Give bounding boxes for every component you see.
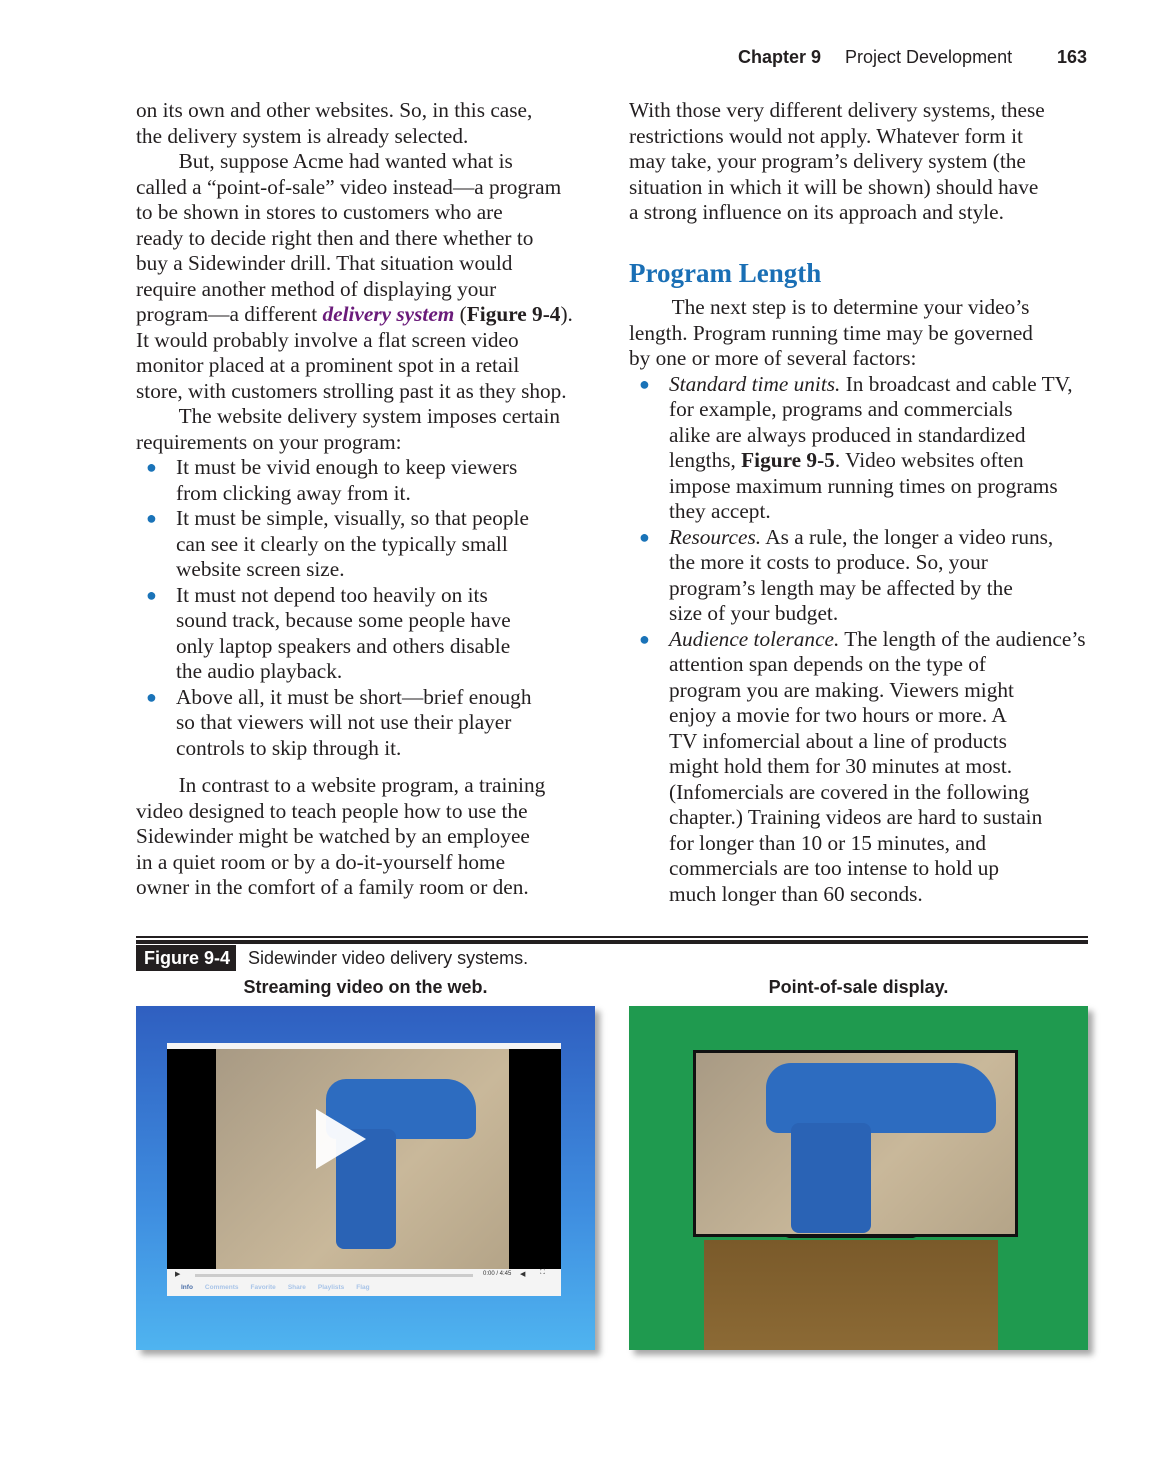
paragraph — [136, 773, 606, 901]
text: monitor placed at a prominent spot in a retail — [136, 353, 520, 377]
text: ). — [560, 302, 573, 326]
drill-photo — [216, 1049, 509, 1269]
text-line — [669, 423, 1099, 449]
player-tab-share[interactable]: Share — [287, 1284, 306, 1291]
text-line — [136, 277, 606, 303]
text-line — [176, 583, 606, 609]
text-line — [669, 754, 1099, 780]
text: (Infomercials are covered in the following — [669, 779, 1030, 804]
text: video designed to teach people how to use the — [136, 798, 528, 823]
paragraph — [629, 98, 1099, 226]
player-tabs — [181, 1284, 370, 1291]
text-line — [669, 780, 1099, 806]
text-line — [669, 601, 1099, 627]
text-line — [136, 875, 606, 901]
bullet-item — [629, 372, 1099, 525]
text-line — [176, 685, 606, 711]
text-line — [136, 328, 606, 354]
text: so that viewers will not use their player — [176, 710, 512, 734]
emphasis: Audience tolerance. — [669, 626, 840, 651]
text: As a rule, the longer a video runs, — [761, 524, 1054, 549]
text-line — [136, 302, 606, 328]
text: . Video websites often — [834, 448, 1024, 472]
text-line — [176, 710, 606, 736]
bullet-item — [136, 583, 606, 685]
text-line — [176, 506, 606, 532]
seek-bar[interactable] — [195, 1274, 473, 1277]
left-image-title: Streaming video on the web. — [243, 977, 488, 997]
text-line — [136, 226, 606, 252]
text: With those very different delivery systems, these — [629, 98, 1045, 122]
text: commercials are too intense to hold up — [669, 856, 1000, 880]
text-line — [669, 372, 1099, 398]
text: the audio playback. — [176, 659, 343, 683]
text: on its own and other websites. So, in this case, — [136, 98, 533, 122]
figure-caption: Sidewinder video delivery systems. — [248, 948, 529, 968]
text-line — [136, 251, 606, 277]
text-line — [136, 430, 606, 456]
text: sound track, because some people have — [176, 608, 511, 632]
emphasis: Resources. — [669, 524, 762, 549]
text-line — [629, 175, 1099, 201]
text-line — [669, 448, 1099, 474]
bullet-icon: ● — [146, 508, 157, 528]
chapter-label: Chapter 9 — [738, 47, 822, 67]
text-line — [136, 175, 606, 201]
right-column — [629, 98, 1099, 226]
text: chapter.) Training videos are hard to sustain — [669, 805, 1043, 829]
paragraph — [629, 295, 1099, 372]
text: It must be simple, visually, so that people — [176, 506, 529, 530]
text: It must not depend too heavily on its — [176, 582, 488, 607]
figure-rule-thick — [136, 940, 1088, 944]
text: they accept. — [669, 499, 771, 523]
bullet-icon: ● — [146, 457, 157, 477]
text-line — [629, 149, 1099, 175]
text: can see it clearly on the typically small — [176, 531, 508, 556]
text-line — [176, 532, 606, 558]
display-stand-box — [704, 1240, 998, 1350]
volume-icon[interactable]: ◀ — [520, 1271, 526, 1278]
text: size of your budget. — [669, 601, 839, 625]
text: TV infomercial about a line of products — [669, 728, 1007, 753]
text-line — [669, 474, 1099, 500]
bullet-icon: ● — [639, 526, 650, 547]
text: by one or more of several factors: — [629, 346, 917, 370]
emphasis: Standard time units. — [669, 371, 841, 396]
player-controls — [167, 1269, 561, 1282]
bullet-item — [136, 455, 606, 506]
text: situation in which it will be shown) should have — [629, 174, 1039, 199]
text-line — [136, 404, 606, 430]
point-of-sale-image — [629, 1006, 1088, 1350]
text-line — [176, 736, 606, 762]
bullet-icon: ● — [146, 686, 157, 707]
text: requirements on your program: — [136, 429, 402, 454]
text: program’s length may be affected by the — [669, 575, 1013, 600]
text: from clicking away from it. — [176, 480, 411, 505]
paragraph — [136, 149, 606, 404]
text: program—a different — [136, 302, 323, 326]
text: to be shown in stores to customers who are — [136, 200, 503, 224]
time-display: 0:00 / 4:45 — [483, 1271, 512, 1277]
player-tab-flag[interactable]: Flag — [356, 1284, 370, 1291]
figure-rule — [136, 936, 1088, 938]
text-line — [669, 550, 1099, 576]
text-line — [669, 499, 1099, 525]
bullet-item — [136, 506, 606, 583]
text: Sidewinder might be watched by an employee — [136, 824, 530, 848]
text: the delivery system is already selected. — [136, 123, 469, 148]
text: store, with customers strolling past it as they shop. — [136, 378, 567, 403]
text-line — [176, 634, 606, 660]
text: ( — [454, 302, 467, 326]
monitor-screen — [693, 1050, 1018, 1237]
text-line — [669, 703, 1099, 729]
text-line — [669, 805, 1099, 831]
text-line — [669, 882, 1099, 908]
text: a strong influence on its approach and style. — [629, 200, 1004, 224]
text-line — [629, 124, 1099, 150]
drill-handle — [791, 1123, 871, 1233]
text: may take, your program’s delivery system (the — [629, 149, 1026, 173]
text-line — [669, 525, 1099, 551]
text-line — [669, 652, 1099, 678]
text: In contrast to a website program, a training — [136, 773, 546, 797]
figure-label: Figure 9-4 — [136, 945, 236, 971]
text-line — [629, 346, 1099, 372]
chapter-title: Project Development — [845, 47, 1013, 67]
text: But, suppose Acme had wanted what is — [136, 149, 513, 173]
paragraph — [136, 404, 606, 455]
text: ready to decide right then and there whether to — [136, 225, 534, 250]
text-line — [629, 321, 1099, 347]
text: buy a Sidewinder drill. That situation would — [136, 251, 513, 275]
video-frame — [167, 1049, 561, 1269]
text: attention span depends on the type of — [669, 652, 987, 676]
text-line — [176, 481, 606, 507]
text: It would probably involve a flat screen video — [136, 327, 519, 352]
text: called a “point-of-sale” video instead—a program — [136, 174, 562, 199]
play-overlay-icon[interactable] — [316, 1109, 366, 1169]
text-line — [669, 856, 1099, 882]
text: require another method of displaying your — [136, 276, 497, 301]
left-column-end — [136, 773, 606, 901]
fullscreen-icon[interactable]: ⛶ — [540, 1269, 545, 1276]
text-line — [669, 397, 1099, 423]
text-line — [136, 824, 606, 850]
text-line — [136, 149, 606, 175]
text-line — [136, 98, 606, 124]
bullet-item — [629, 525, 1099, 627]
text-line — [136, 200, 606, 226]
player-tab-favorite[interactable]: Favorite — [250, 1284, 276, 1291]
text-line — [136, 124, 606, 150]
text-line — [136, 799, 606, 825]
text-line — [136, 773, 606, 799]
play-button-icon[interactable]: ▶ — [175, 1271, 181, 1278]
text: restrictions would not apply. Whatever form it — [629, 123, 1023, 148]
text-line — [176, 659, 606, 685]
text-line — [669, 576, 1099, 602]
text-line — [629, 295, 1099, 321]
text-line — [629, 98, 1099, 124]
bullet-icon: ● — [639, 373, 650, 394]
text-line — [669, 627, 1099, 653]
text-line — [669, 678, 1099, 704]
text: The next step is to determine your video’s — [629, 295, 1030, 319]
text: The length of the audience’s — [839, 626, 1086, 651]
bullet-icon: ● — [639, 628, 650, 649]
text: for example, programs and commercials — [669, 397, 1013, 421]
player-tab-info[interactable]: Info — [181, 1284, 193, 1291]
right-column-2 — [629, 295, 1099, 907]
text: impose maximum running times on programs — [669, 473, 1058, 498]
text: the more it costs to produce. So, your — [669, 550, 988, 574]
bullet-item — [136, 685, 606, 762]
web-video-image — [136, 1006, 595, 1350]
bullet-icon: ● — [146, 584, 157, 605]
left-column — [136, 98, 606, 761]
text: alike are always produced in standardized — [669, 422, 1026, 447]
video-player — [167, 1043, 561, 1296]
text-line — [176, 557, 606, 583]
bullet-item — [629, 627, 1099, 908]
text: enjoy a movie for two hours or more. A — [669, 703, 1007, 727]
text-line — [629, 200, 1099, 226]
paragraph — [136, 98, 606, 149]
text-line — [669, 729, 1099, 755]
text: controls to skip through it. — [176, 735, 402, 760]
text: length. Program running time may be governed — [629, 320, 1033, 345]
text-line — [136, 379, 606, 405]
text: website screen size. — [176, 557, 345, 581]
text: Above all, it must be short—brief enough — [176, 684, 532, 709]
text: In broadcast and cable TV, — [840, 371, 1073, 396]
emphasis: Figure 9-4 — [466, 302, 561, 326]
text-line — [176, 455, 606, 481]
text: The website delivery system imposes certain — [136, 404, 561, 428]
text: lengths, — [669, 448, 742, 472]
text-line — [136, 353, 606, 379]
emphasis: Figure 9-5 — [741, 448, 835, 472]
key-term: delivery system — [322, 302, 455, 326]
text: might hold them for 30 minutes at most. — [669, 754, 1013, 778]
section-heading: Program Length — [629, 258, 822, 288]
text: It must be vivid enough to keep viewers — [176, 455, 518, 479]
text: only laptop speakers and others disable — [176, 633, 511, 658]
text-line — [669, 831, 1099, 857]
text: in a quiet room or by a do-it-yourself home — [136, 849, 506, 874]
text-line — [136, 850, 606, 876]
player-tab-comments[interactable]: Comments — [204, 1284, 239, 1291]
text: much longer than 60 seconds. — [669, 881, 923, 906]
text: owner in the comfort of a family room or den. — [136, 875, 529, 899]
text: program you are making. Viewers might — [669, 677, 1014, 702]
page-number: 163 — [1057, 47, 1088, 67]
right-image-title: Point-of-sale display. — [768, 977, 949, 997]
text: for longer than 10 or 15 minutes, and — [669, 830, 987, 855]
player-tab-playlists[interactable]: Playlists — [317, 1284, 345, 1291]
text-line — [176, 608, 606, 634]
